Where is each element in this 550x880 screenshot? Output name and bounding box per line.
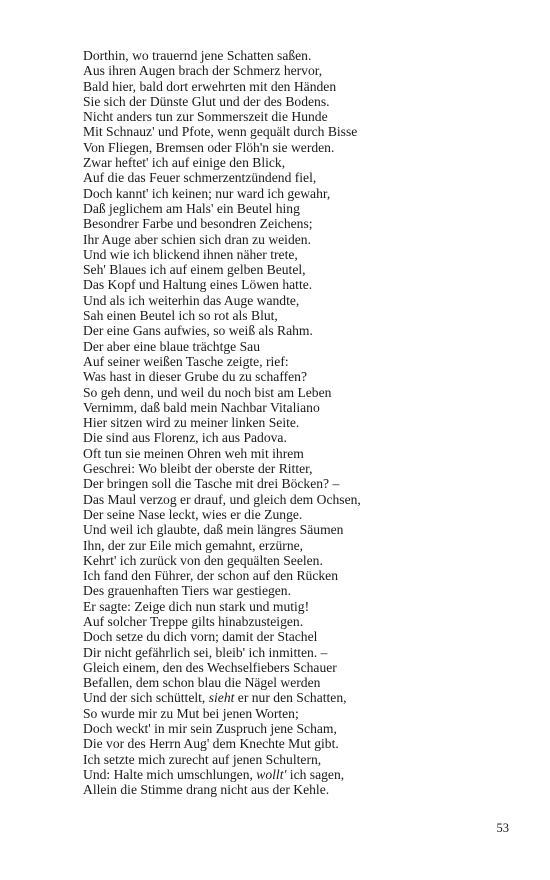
poem-line: [83, 736, 503, 751]
line-text: Auf solcher Treppe gilts hinabzusteigen.: [83, 613, 304, 629]
poem-line: [83, 109, 503, 124]
line-text: Die vor des Herrn Aug' dem Knechte Mut gibt.: [83, 736, 339, 752]
line-text: Auf die das Feuer schmerzentzündend fiel,: [83, 170, 317, 186]
line-text: Sie sich der Dünste Glut und der des Bodens.: [83, 93, 330, 109]
poem-line: [83, 476, 503, 491]
line-text: ich sagen,: [286, 766, 345, 782]
poem-line: [83, 538, 503, 553]
line-text: Bald hier, bald dort erwehrten mit den Händen: [83, 78, 337, 94]
line-text: Daß jeglichem am Hals' ein Beutel hing: [83, 200, 300, 216]
line-text: Und wie ich blickend ihnen näher trete,: [83, 246, 298, 262]
line-text: Doch kannt' ich keinen; nur ward ich gewahr,: [83, 185, 331, 201]
line-text: Was hast in dieser Grube du zu schaffen?: [83, 369, 308, 385]
poem-line: [83, 675, 503, 690]
line-text: Er sagte: Zeige dich nun stark und mutig!: [83, 598, 310, 614]
line-text: Sah einen Beutel ich so rot als Blut,: [83, 308, 278, 324]
line-text: Geschrei: Wo bleibt der oberste der Ritter,: [83, 461, 313, 477]
line-text: Der seine Nase leckt, wies er die Zunge.: [83, 506, 303, 522]
poem-line: [83, 385, 503, 400]
poem-line: [83, 767, 503, 782]
line-text: Zwar heftet' ich auf einige den Blick,: [83, 155, 286, 171]
line-text: Aus ihren Augen brach der Schmerz hervor,: [83, 63, 323, 79]
poem-line: [83, 216, 503, 231]
line-text: Ich setzte mich zurecht auf jenen Schultern,: [83, 751, 322, 767]
poem-line: [83, 629, 503, 644]
line-text: Vernimm, daß bald mein Nachbar Vitaliano: [83, 399, 320, 415]
poem-line: [83, 323, 503, 338]
line-text: Von Fliegen, Bremsen oder Flöh'n sie werden.: [83, 139, 335, 155]
poem-line: [83, 94, 503, 109]
poem-line: [83, 369, 503, 384]
line-text: Oft tun sie meinen Ohren weh mit ihrem: [83, 445, 304, 461]
poem-line: [83, 507, 503, 522]
page-number: 53: [496, 821, 509, 835]
poem-line: [83, 262, 503, 277]
line-text: Besondrer Farbe und besondren Zeichens;: [83, 216, 313, 232]
poem-line: [83, 400, 503, 415]
poem-line: [83, 690, 503, 705]
poem-line: [83, 660, 503, 675]
line-text: Die sind aus Florenz, ich aus Padova.: [83, 430, 287, 446]
line-text: Der aber eine blaue trächtge Sau: [83, 338, 261, 354]
line-text: Das Maul verzog er drauf, und gleich dem Ochsen,: [83, 491, 361, 507]
poem-line: [83, 277, 503, 292]
line-text: Und der sich schüttelt,: [83, 690, 209, 706]
poem-line: [83, 492, 503, 507]
line-text: Der eine Gans aufwies, so weiß als Rahm.: [83, 323, 313, 339]
line-text: Das Kopf und Haltung eines Löwen hatte.: [83, 277, 313, 293]
poem-line: [83, 155, 503, 170]
poem-line: [83, 430, 503, 445]
poem-line: [83, 583, 503, 598]
line-text: Auf seiner weißen Tasche zeigte, rief:: [83, 353, 289, 369]
poem-line: [83, 124, 503, 139]
line-text: Dir nicht gefährlich sei, bleib' ich inmitten. –: [83, 644, 328, 660]
line-text: Doch weckt' in mir sein Zuspruch jene Scham,: [83, 721, 337, 737]
poem-line: [83, 186, 503, 201]
poem-line: [83, 461, 503, 476]
poem-line: [83, 79, 503, 94]
poem-line: [83, 614, 503, 629]
line-text: Seh' Blaues ich auf einem gelben Beutel,: [83, 262, 306, 278]
line-text: Allein die Stimme drang nicht aus der Kehle.: [83, 782, 330, 798]
poem-line: [83, 752, 503, 767]
line-text: Doch setze du dich vorn; damit der Stachel: [83, 629, 318, 645]
line-text: Ihr Auge aber schien sich dran zu weiden.: [83, 231, 311, 247]
line-text: Und als ich weiterhin das Auge wandte,: [83, 292, 300, 308]
line-text: er nur den Schatten,: [234, 690, 347, 706]
emphasized-word: sieht: [208, 690, 235, 706]
poem-text: [83, 48, 503, 798]
poem-line: [83, 522, 503, 537]
line-text: Nicht anders tun zur Sommerszeit die Hunde: [83, 109, 328, 125]
line-text: Des grauenhaften Tiers war gestiegen.: [83, 583, 292, 599]
poem-line: [83, 599, 503, 614]
line-text: So wurde mir zu Mut bei jenen Worten;: [83, 705, 299, 721]
poem-line: [83, 446, 503, 461]
line-text: Befallen, dem schon blau die Nägel werden: [83, 675, 321, 691]
poem-line: [83, 568, 503, 583]
line-text: Und: Halte mich umschlungen,: [83, 766, 257, 782]
poem-line: [83, 339, 503, 354]
poem-line: [83, 354, 503, 369]
poem-line: [83, 140, 503, 155]
poem-line: [83, 415, 503, 430]
line-text: Hier sitzen wird zu meiner linken Seite.: [83, 415, 300, 431]
poem-line: [83, 645, 503, 660]
poem-line: [83, 232, 503, 247]
poem-line: [83, 782, 503, 797]
poem-line: [83, 553, 503, 568]
line-text: Ich fand den Führer, der schon auf den Rücken: [83, 568, 339, 584]
poem-line: [83, 293, 503, 308]
line-text: Mit Schnauz' und Pfote, wenn gequält durch Bisse: [83, 124, 358, 140]
emphasized-word: wollt': [256, 766, 287, 782]
line-text: Gleich einem, den des Wechselfiebers Schauer: [83, 659, 337, 675]
poem-line: [83, 308, 503, 323]
line-text: Ihn, der zur Eile mich gemahnt, erzürne,: [83, 537, 304, 553]
poem-line: [83, 48, 503, 63]
line-text: So geh denn, und weil du noch bist am Leben: [83, 384, 332, 400]
line-text: Dorthin, wo trauernd jene Schatten saßen.: [83, 48, 312, 63]
poem-line: [83, 201, 503, 216]
poem-line: [83, 721, 503, 736]
line-text: Kehrt' ich zurück von den gequälten Seelen.: [83, 552, 323, 568]
poem-line: [83, 706, 503, 721]
poem-line: [83, 63, 503, 78]
line-text: Und weil ich glaubte, daß mein längres Säumen: [83, 522, 344, 538]
line-text: Der bringen soll die Tasche mit drei Böcken? –: [83, 476, 340, 492]
poem-line: [83, 170, 503, 185]
poem-line: [83, 247, 503, 262]
